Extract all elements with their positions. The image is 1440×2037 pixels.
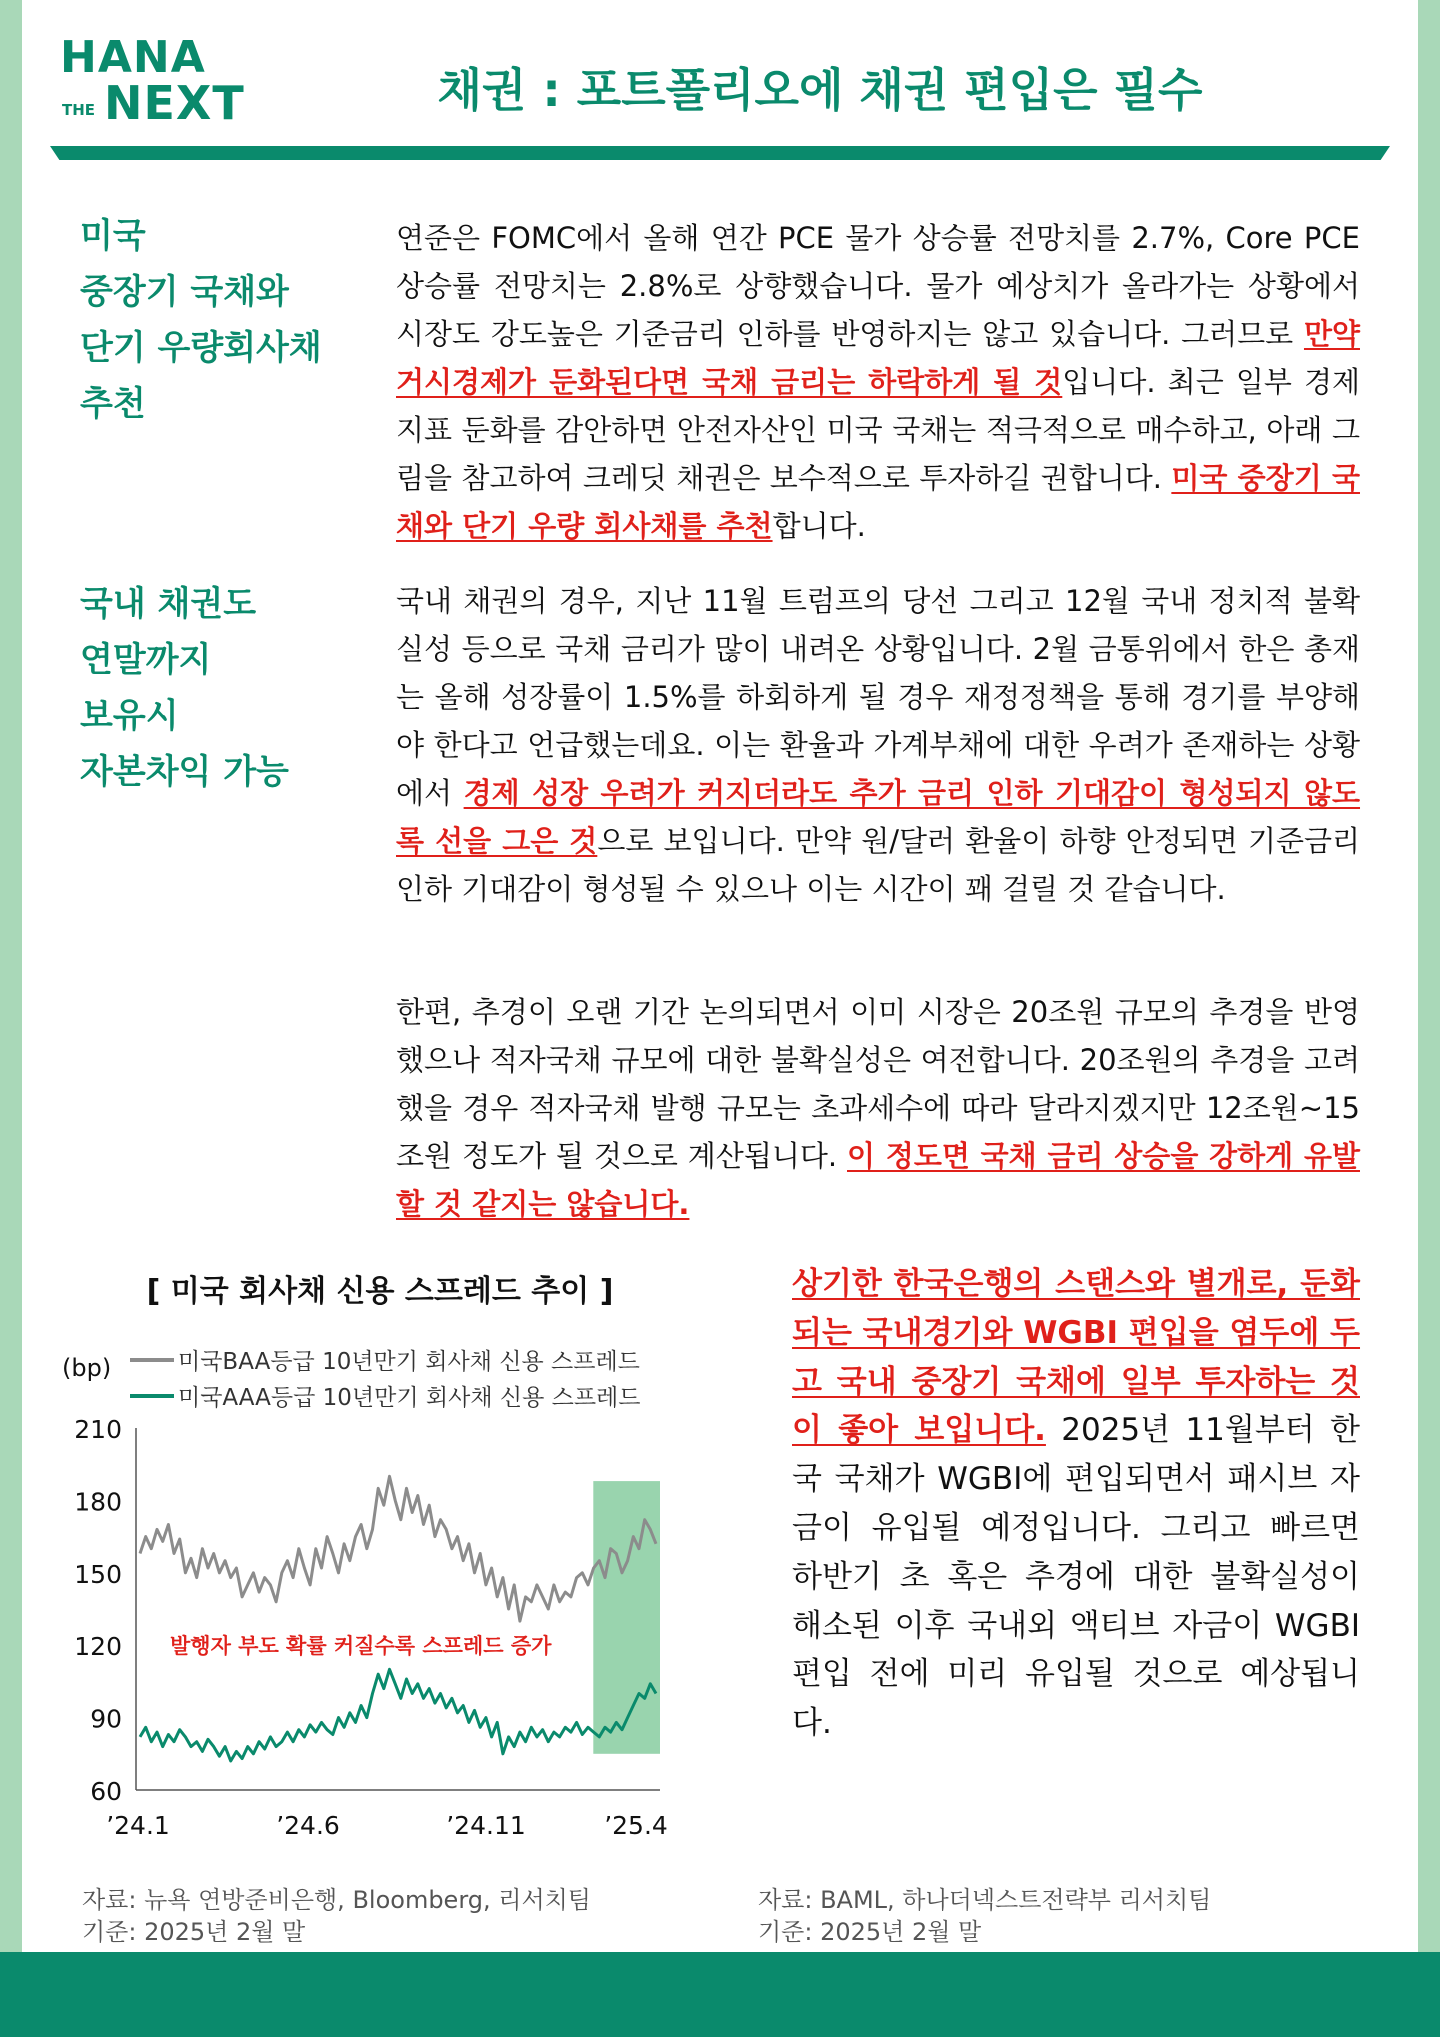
x-tick-label: ’24.1 <box>106 1811 170 1840</box>
section2-heading-line: 국내 채권도 <box>80 584 257 624</box>
series-line <box>140 1669 656 1761</box>
chart-annotation: 발행자 부도 확률 커질수록 스프레드 증가 <box>170 1634 552 1659</box>
y-axis-unit: (bp) <box>62 1354 112 1382</box>
legend-label: 미국BAA등급 10년만기 회사채 신용 스프레드 <box>178 1349 640 1375</box>
right-border-bar <box>1418 0 1440 1952</box>
section2-heading-line: 자본차익 가능 <box>80 752 289 792</box>
hana-the-next-logo <box>60 32 260 132</box>
footer-band <box>0 1952 1440 2037</box>
section1-heading-line: 중장기 국채와 <box>80 272 289 312</box>
source-line: 자료: 뉴욕 연방준비은행, Bloomberg, 리서치팀 <box>82 1886 591 1914</box>
highlight-box <box>593 1481 660 1754</box>
y-tick-label: 60 <box>90 1777 122 1806</box>
page-title: 채권 : 포트폴리오에 채권 편입은 필수 <box>437 63 1203 117</box>
y-tick-label: 150 <box>74 1559 122 1589</box>
source-line: 기준: 2025년 2월 말 <box>758 1918 982 1946</box>
text-source <box>758 1884 1211 1948</box>
text-run: 2025년 11월부터 한국 국채가 WGBI에 편입되면서 패시브 자금이 유입될 예정입니다. 그리고 빠르면 하반기 초 혹은 추경에 대한 불확실성이 해소된 이후 국내외 액티브 자금이 WGBI 편입 전에 미리 유입될 것으로 예상됩니다. <box>792 1412 1360 1742</box>
title-underline <box>50 146 1390 160</box>
highlight-text: 경제 성장 우려가 커지더라도 추가 금리 인하 기대감이 형성되지 않도록 선을 그은 것 <box>396 776 1361 858</box>
section2-heading-line: 보유시 <box>80 696 179 736</box>
x-tick-label: ’25.4 <box>604 1811 668 1840</box>
section1-heading-line: 단기 우량회사채 <box>80 328 322 368</box>
y-tick-label: 180 <box>74 1487 122 1517</box>
left-border-bar <box>0 0 22 1952</box>
text-run: 국내 채권의 경우, 지난 11월 트럼프의 당선 그리고 12월 국내 정치적 불확실성 등으로 국채 금리가 많이 내려온 상황입니다. 2월 금통위에서 한은 총재는 올해 성장률이 1.5%를 하회하게 될 경우 재정정책을 통해 경기를 부양해야 한다고 언급했는데요. 이는 환율과 가계부채에 대한 우려가 존재하는 상황에서 <box>396 584 1360 810</box>
text-run: 입니다. 최근 일부 경제 지표 둔화를 감안하면 안전자산인 미국 국채는 적극적으로 매수하고, 아래 그림을 참고하여 크레딧 채권은 보수적으로 투자하길 권합니다. <box>396 365 1361 495</box>
chart-source <box>82 1884 591 1948</box>
series-line <box>140 1476 656 1621</box>
y-tick-label: 210 <box>74 1415 122 1444</box>
logo-the-text: THE <box>62 101 96 119</box>
section2-paragraph <box>396 577 1360 913</box>
y-tick-label: 120 <box>74 1632 122 1662</box>
text-run: 합니다. <box>772 509 866 543</box>
chart-title: [ 미국 회사채 신용 스프레드 추이 ] <box>146 1274 614 1309</box>
logo-hana-text: HANA <box>60 32 206 83</box>
highlight-text: 상기한 한국은행의 스탠스와 별개로, 둔화되는 국내경기와 WGBI 편입을 염두에 두고 국내 중장기 국채에 일부 투자하는 것이 좋아 보입니다. <box>792 1266 1361 1449</box>
text-run: 으로 보입니다. 만약 원/달러 환율이 하향 안정되면 기준금리 인하 기대감이 형성될 수 있으나 이는 시간이 꽤 걸릴 것 같습니다. <box>396 824 1361 906</box>
x-tick-label: ’24.6 <box>276 1811 340 1840</box>
right-paragraph <box>792 1260 1360 1748</box>
section1-heading-line: 미국 <box>80 216 146 256</box>
section2-paragraph-2 <box>396 988 1360 1228</box>
section1-paragraph <box>396 214 1360 550</box>
y-tick-label: 90 <box>90 1704 122 1734</box>
highlight-text: 만약 거시경제가 둔화된다면 국채 금리는 하락하게 될 것 <box>396 317 1360 399</box>
section2-heading-line: 연말까지 <box>80 640 212 680</box>
section1-heading-line: 추천 <box>80 384 146 424</box>
credit-spread-chart <box>40 1330 690 1850</box>
section1-heading <box>80 208 370 432</box>
text-run: 연준은 FOMC에서 올해 연간 PCE 물가 상승률 전망치를 2.7%, Core PCE 상승률 전망치는 2.8%로 상향했습니다. 물가 예상치가 올라가는 상황에서 시장도 강도높은 기준금리 인하를 반영하지는 않고 있습니다. 그러므로 <box>396 221 1360 351</box>
highlight-text: 미국 중장기 국채와 단기 우량 회사채를 추천 <box>396 461 1360 543</box>
source-line: 기준: 2025년 2월 말 <box>82 1918 306 1946</box>
highlight-text: 이 정도면 국채 금리 상승을 강하게 유발할 것 같지는 않습니다. <box>396 1139 1360 1221</box>
logo-next-text: NEXT <box>104 76 245 130</box>
text-run: 한편, 추경이 오랜 기간 논의되면서 이미 시장은 20조원 규모의 추경을 반영했으나 적자국채 규모에 대한 불확실성은 여전합니다. 20조원의 추경을 고려했을 경우 적자국채 발행 규모는 초과세수에 따라 달라지겠지만 12조원~15조원 정도가 될 것으로 계산됩니다. <box>396 995 1360 1173</box>
x-tick-label: ’24.11 <box>446 1811 526 1840</box>
legend-label: 미국AAA등급 10년만기 회사채 신용 스프레드 <box>178 1385 641 1411</box>
source-line: 자료: BAML, 하나더넥스트전략부 리서치팀 <box>758 1886 1212 1914</box>
section2-heading <box>80 576 370 800</box>
